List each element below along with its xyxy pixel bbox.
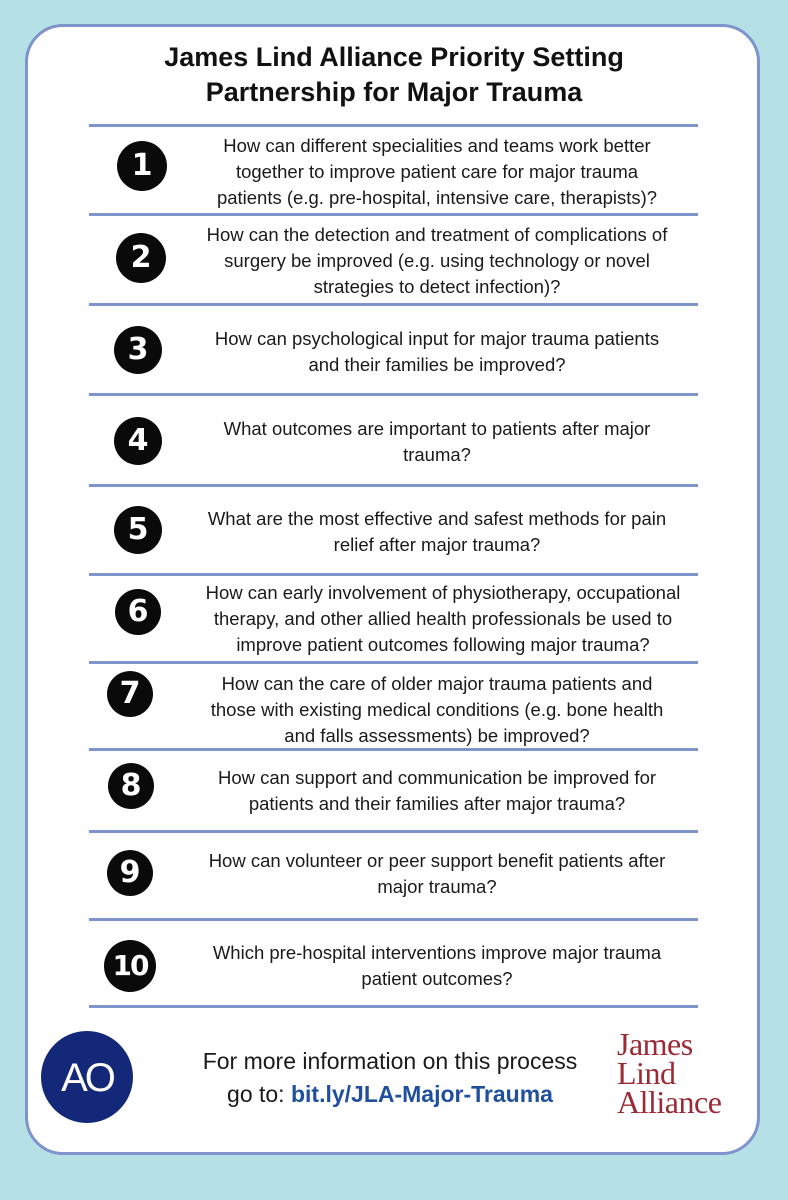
question-text	[172, 848, 702, 900]
question-number-badge: 6	[115, 589, 161, 635]
row-divider	[89, 484, 698, 487]
question-text-line: How can support and communication be improved for	[217, 767, 657, 788]
row-divider	[89, 661, 698, 664]
question-number-badge: 7	[107, 671, 153, 717]
row-divider	[89, 303, 698, 306]
question-text-line: relief after major trauma?	[333, 534, 541, 555]
question-text	[172, 765, 702, 817]
question-text-line: patients and their families after major trauma?	[248, 793, 626, 814]
ao-logo-mark	[41, 1031, 133, 1123]
question-text-line: Which pre-hospital interventions improve major trauma	[212, 942, 662, 963]
jla-logo-word-1: James	[617, 1026, 693, 1062]
row-divider	[89, 918, 698, 921]
question-text-line: How can early involvement of physiotherapy, occupational	[205, 582, 681, 603]
footer-line-1: For more information on this process	[202, 1048, 578, 1074]
question-text-line: How can volunteer or peer support benefit patients after	[208, 850, 666, 871]
question-text-line: What outcomes are important to patients after major	[223, 418, 651, 439]
question-text-line: and their families be improved?	[308, 354, 566, 375]
question-number-badge: 9	[107, 850, 153, 896]
jla-logo-word-2: Lind	[617, 1055, 676, 1091]
title-line-1: James Lind Alliance Priority Setting	[164, 42, 624, 72]
question-number-badge: 3	[114, 326, 162, 374]
question-text-line: those with existing medical conditions (e.g. bone health	[210, 699, 664, 720]
question-text-line: together to improve patient care for major trauma	[235, 161, 639, 182]
row-divider	[89, 393, 698, 396]
page-title	[0, 40, 788, 110]
question-text	[172, 940, 702, 992]
question-text-line: and falls assessments) be improved?	[284, 725, 590, 746]
question-number-badge: 1	[117, 141, 167, 191]
question-text-line: trauma?	[403, 444, 471, 465]
question-text	[172, 222, 702, 300]
question-text-line: improve patient outcomes following major trauma?	[236, 634, 650, 655]
question-text-line: strategies to detect infection)?	[313, 276, 561, 297]
question-text-line: patients (e.g. pre-hospital, intensive care, therapists)?	[216, 187, 658, 208]
question-text-line: patient outcomes?	[361, 968, 513, 989]
ao-logo-text: AO	[61, 1056, 113, 1100]
question-text-line: major trauma?	[377, 876, 497, 897]
question-text	[172, 506, 702, 558]
question-text-line: What are the most effective and safest methods for pain	[207, 508, 667, 529]
question-text-line: surgery be improved (e.g. using technology or novel	[224, 250, 650, 271]
question-text	[172, 671, 702, 749]
jla-logo	[617, 1026, 757, 1120]
question-text	[172, 416, 702, 468]
question-text	[172, 326, 702, 378]
question-number-badge: 8	[108, 763, 154, 809]
row-divider	[89, 830, 698, 833]
ao-logo	[41, 1031, 133, 1123]
question-number-badge: 2	[116, 233, 166, 283]
footer-info	[170, 1045, 610, 1111]
title-line-2: Partnership for Major Trauma	[205, 77, 583, 107]
row-divider	[89, 1005, 698, 1008]
row-divider	[89, 124, 698, 127]
jla-logo-word-3: Alliance	[617, 1084, 722, 1120]
question-number-badge: 10	[104, 940, 156, 992]
question-text	[178, 580, 708, 658]
question-text-line: How can different specialities and teams work better	[223, 135, 651, 156]
question-text-line: therapy, and other allied health professionals be used to	[213, 608, 673, 629]
footer-line-2	[170, 1078, 610, 1111]
row-divider	[89, 573, 698, 576]
question-text	[172, 133, 702, 211]
question-number-badge: 4	[114, 417, 162, 465]
question-number-badge: 5	[114, 506, 162, 554]
question-text-line: How can the care of older major trauma patients and	[221, 673, 653, 694]
question-text-line: How can the detection and treatment of complications of	[206, 224, 668, 245]
question-text-line: How can psychological input for major trauma patients	[214, 328, 660, 349]
row-divider	[89, 213, 698, 216]
info-link[interactable]: bit.ly/JLA-Major-Trauma	[290, 1081, 553, 1107]
footer-link-prefix: go to:	[227, 1081, 291, 1107]
